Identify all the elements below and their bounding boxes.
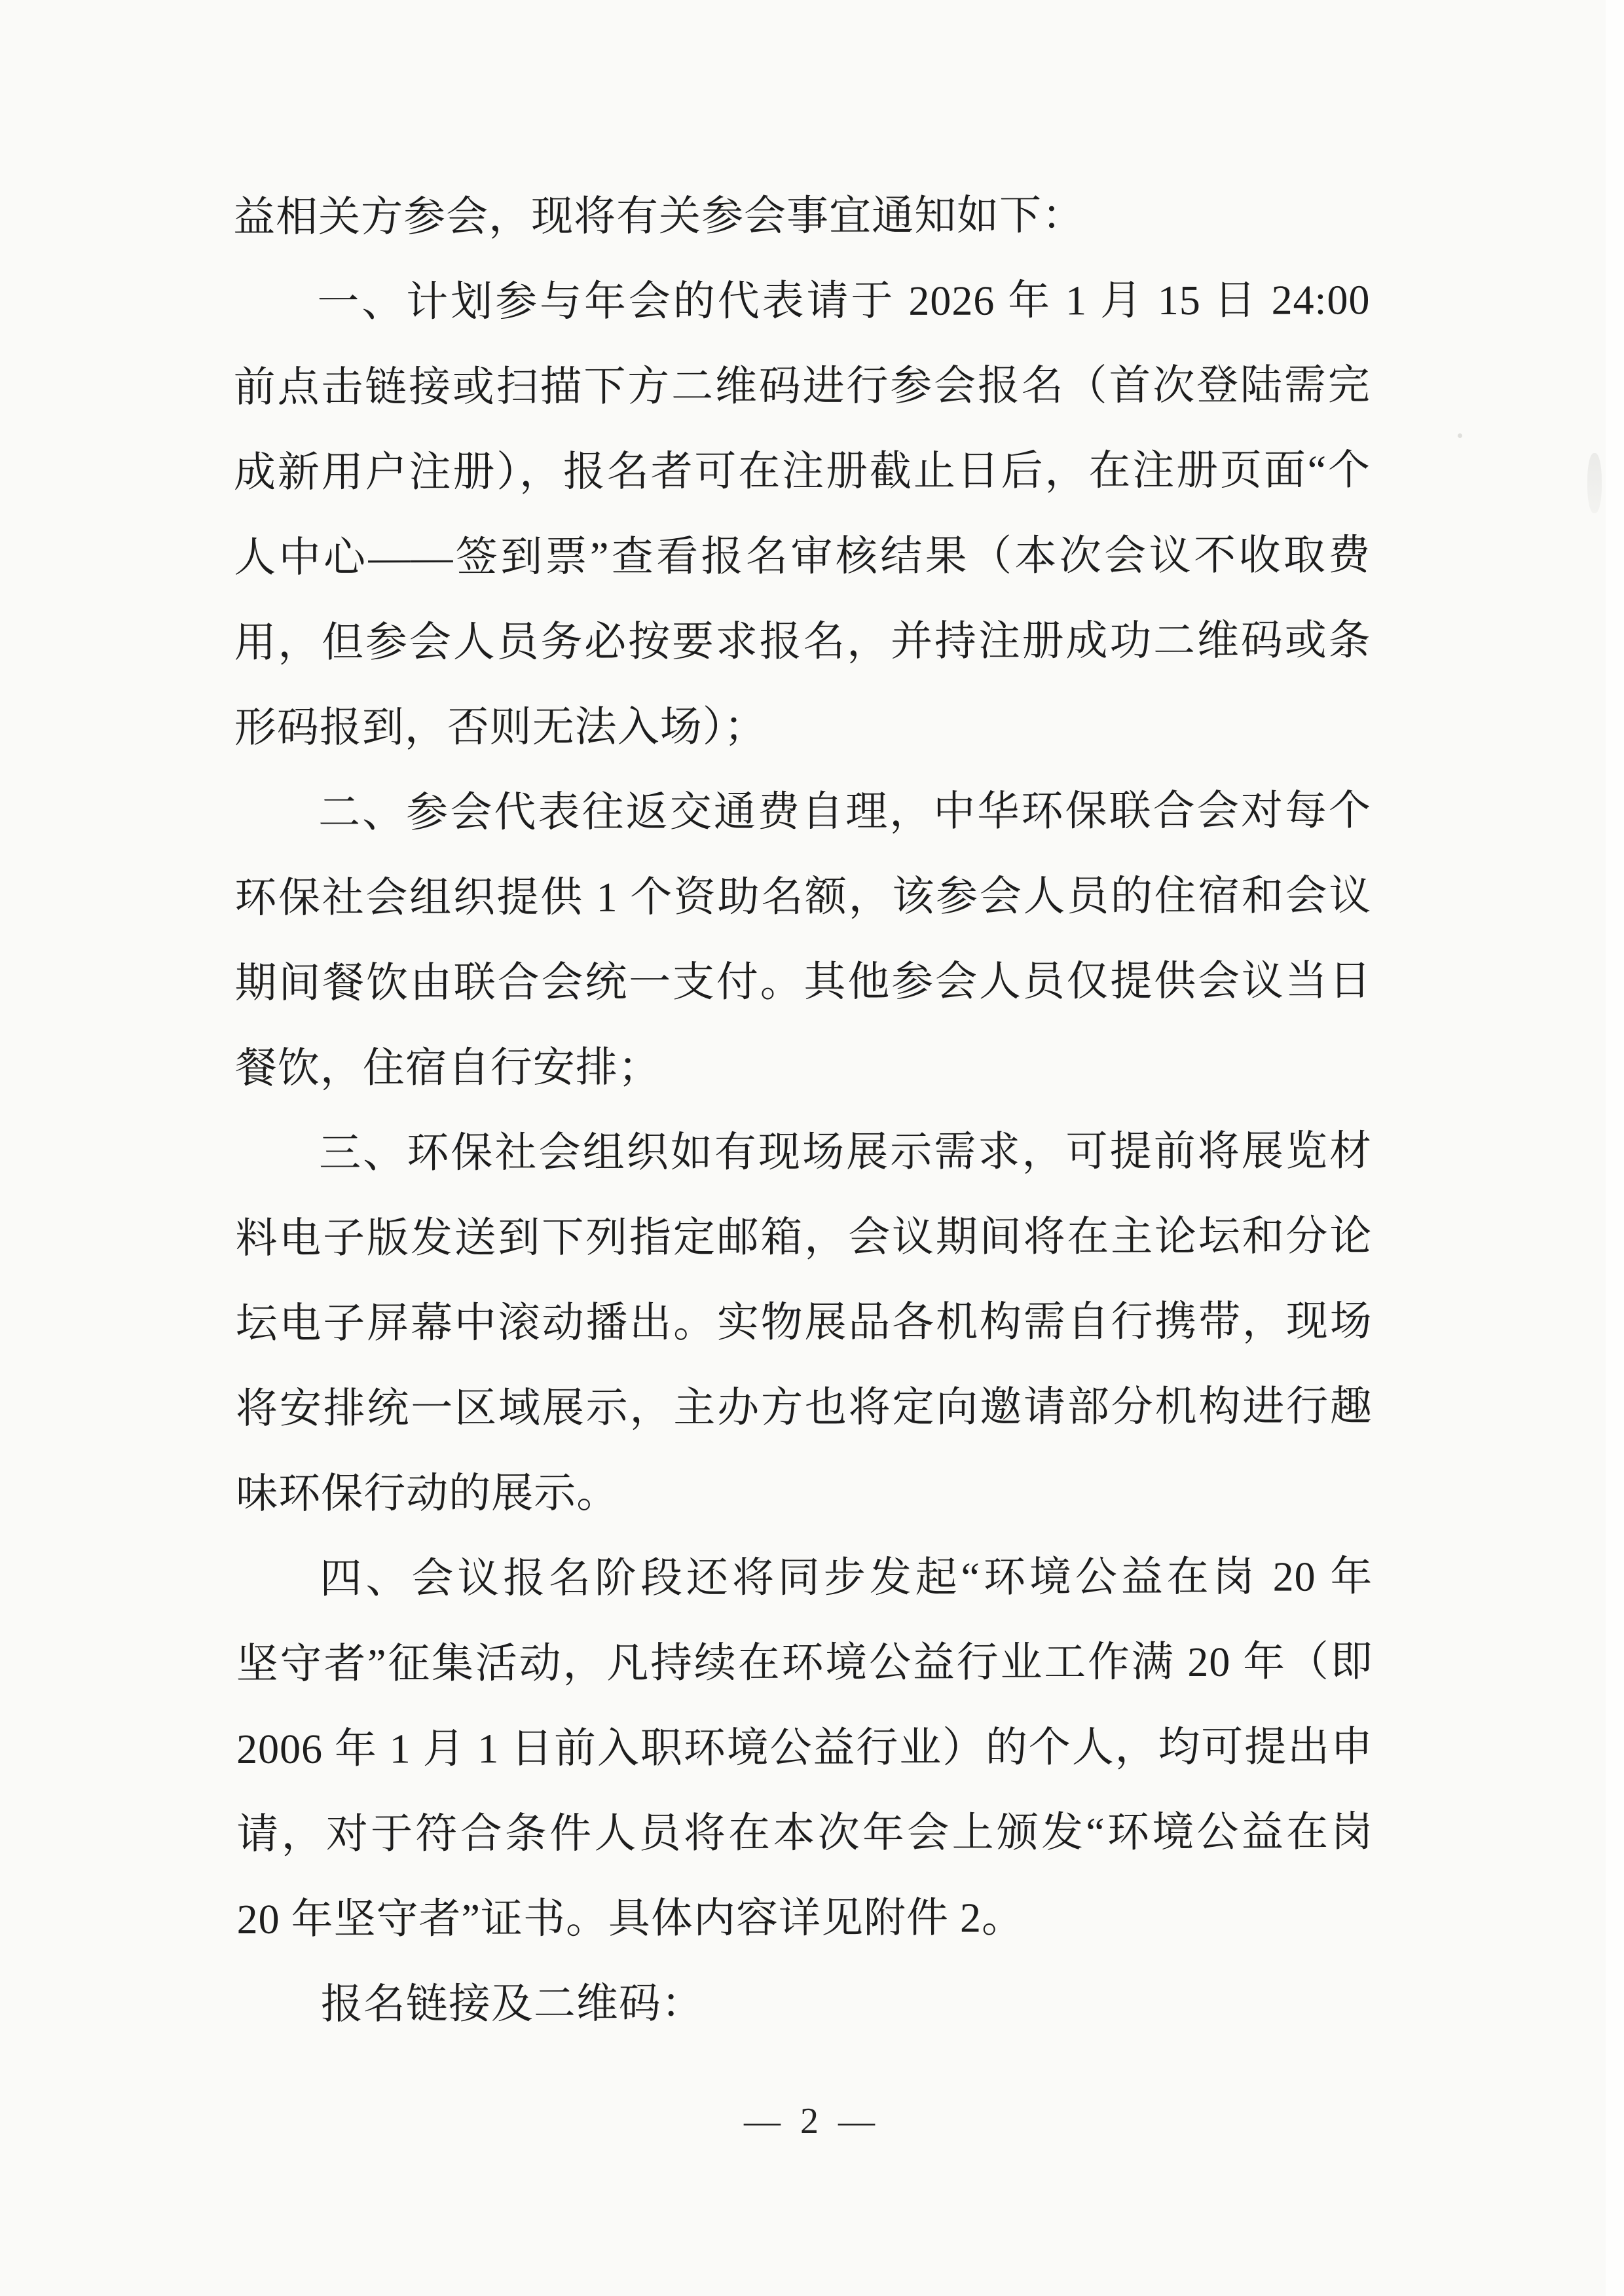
document-body <box>233 172 1374 2047</box>
text-line: 前点击链接或扫描下方二维码进行参会报名（首次登陆需完 <box>233 361 1371 410</box>
text-line: 成新用户注册），报名者可在注册截止日后，在注册页面“个 <box>233 446 1371 496</box>
text-line: 味环保行动的展示。 <box>236 1469 619 1517</box>
text-line: 环保社会组织提供 1 个资助名额，该参会人员的住宿和会议 <box>234 872 1372 921</box>
text-line: 人中心——签到票”查看报名审核结果（本次会议不收取费 <box>234 532 1371 581</box>
text-line: 料电子版发送到下列指定邮箱，会议期间将在主论坛和分论 <box>235 1212 1373 1262</box>
text-line: 20 年坚守者”证书。具体内容详见附件 2。 <box>236 1894 1025 1942</box>
scan-artifact <box>1587 453 1602 513</box>
page-number: — 2 — <box>744 2101 880 2141</box>
text-line: 用，但参会人员务必按要求报名，并持注册成功二维码或条 <box>234 617 1371 666</box>
text-line: 请，对于符合条件人员将在本次年会上颁发“环境公益在岗 <box>236 1808 1374 1857</box>
text-line: 形码报到，否则无法入场）； <box>234 703 767 751</box>
text-line: 二、参会代表往返交通费自理，中华环保联合会对每个 <box>318 787 1372 836</box>
text-line: 餐饮，住宿自行安排； <box>234 1044 661 1091</box>
text-line: 坛电子屏幕中滚动播出。实物展品各机构需自行携带，现场 <box>235 1298 1373 1347</box>
scan-edge-strip <box>1606 0 1624 2296</box>
text-line: 2006 年 1 月 1 日前入职环境公益行业）的个人，均可提出申 <box>236 1723 1374 1772</box>
text-line: 将安排统一区域展示，主办方也将定向邀请部分机构进行趣 <box>235 1383 1373 1432</box>
text-line: 益相关方参会，现将有关参会事宜通知如下： <box>233 192 1085 240</box>
text-line: 四、会议报名阶段还将同步发起“环境公益在岗 20 年 <box>320 1553 1373 1602</box>
text-line: 期间餐饮由联合会统一支付。其他参会人员仅提供会议当日 <box>234 957 1372 1006</box>
scan-artifact <box>1458 433 1462 438</box>
text-line: 坚守者”征集活动，凡持续在环境公益行业工作满 20 年（即 <box>236 1638 1373 1687</box>
text-line: 一、计划参与年会的代表请于 2026 年 1 月 15 日 24:00 <box>317 276 1371 325</box>
text-line: 报名链接及二维码： <box>320 1980 704 2028</box>
text-line: 三、环保社会组织如有现场展示需求，可提前将展览材 <box>319 1127 1373 1176</box>
